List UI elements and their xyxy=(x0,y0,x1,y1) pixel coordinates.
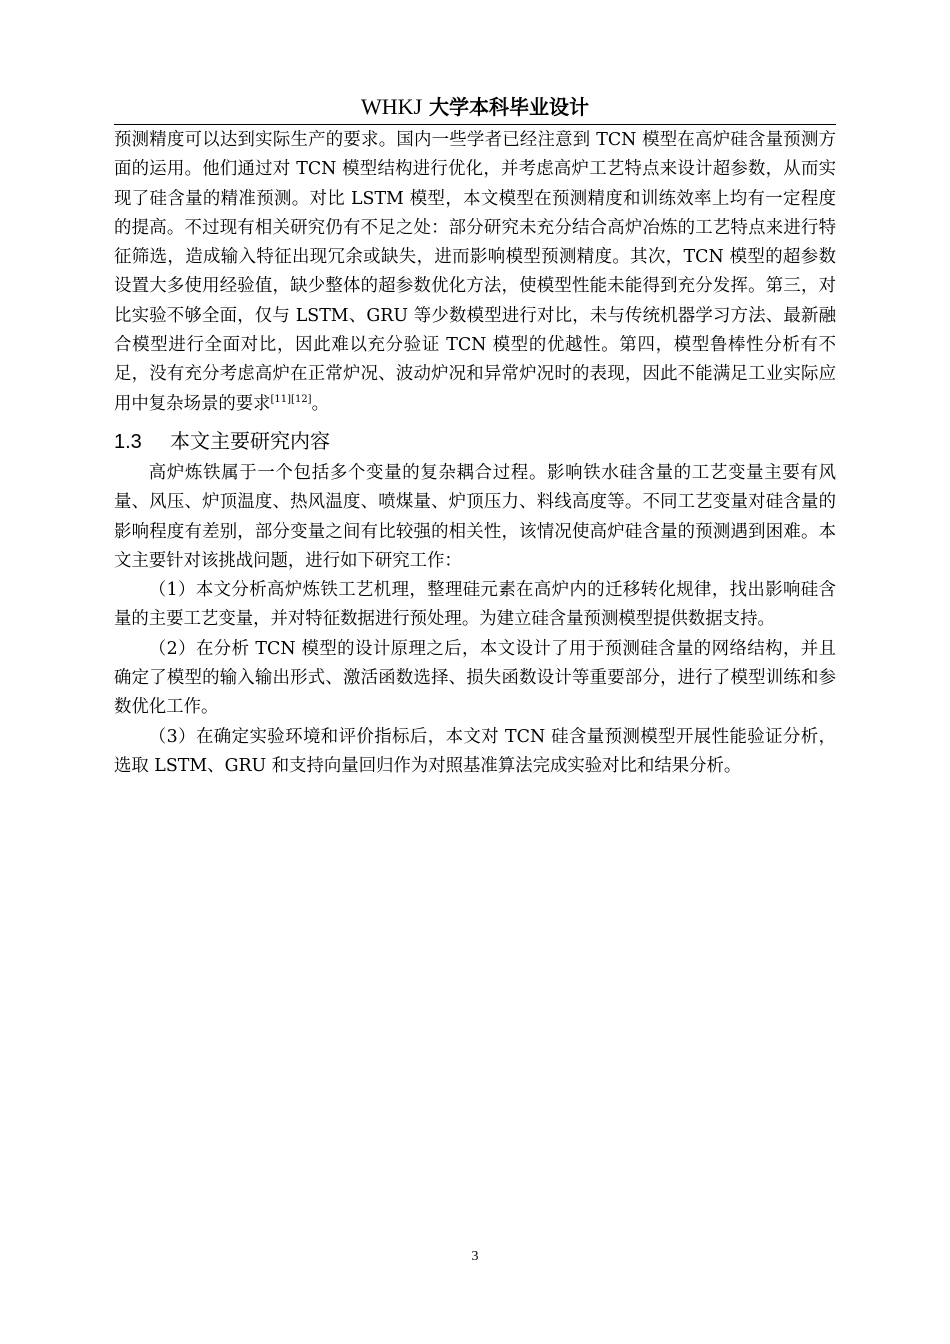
header-school-code: WHKJ xyxy=(360,94,423,119)
paragraph-intro: 高炉炼铁属于一个包括多个变量的复杂耦合过程。影响铁水硅含量的工艺变量主要有风量、风压、炉顶温度、热风温度、喷煤量、炉顶压力、料线高度等。不同工艺变量对硅含量的影响程度有差别，部分变量之间有比较强的相关性，该情况使高炉硅含量的预测遇到困难。本文主要针对该挑战问题，进行如下研究工作： xyxy=(114,462,836,571)
paragraph-item-2: （2）在分析 TCN 模型的设计原理之后，本文设计了用于预测硅含量的网络结构，并且确定了模型的输入输出形式、激活函数选择、损失函数设计等重要部分，进行了模型训练和参数优化工作。 xyxy=(114,638,836,718)
page-body xyxy=(114,126,836,781)
section-heading xyxy=(114,426,836,457)
paragraph-continued xyxy=(114,126,836,419)
paragraph-item-1: （1）本文分析高炉炼铁工艺机理，整理硅元素在高炉内的迁移转化规律，找出影响硅含量的主要工艺变量，并对特征数据进行预处理。为建立硅含量预测模型提供数据支持。 xyxy=(114,580,836,630)
citation-reference: [11][12] xyxy=(270,393,312,405)
page-header xyxy=(114,92,836,122)
section-number: 1.3 xyxy=(114,430,142,453)
section-title: 本文主要研究内容 xyxy=(170,428,330,453)
page-number: 3 xyxy=(471,1249,479,1264)
header-title: 大学本科毕业设计 xyxy=(429,95,590,119)
paragraph-text: 预测精度可以达到实际生产的要求。国内一些学者已经注意到 TCN 模型在高炉硅含量预测方面的运用。他们通过对 TCN 模型结构进行优化，并考虑高炉工艺特点来设计超参数，从而实现了硅含量的精准预测。对比 LSTM 模型，本文模型在预测精度和训练效率上均有一定程度的提高。不过现有相关研究仍有不足之处：部分研究未充分结合高炉冶炼的工艺特点来进行特征筛选，造成输入特征出现冗余或缺失，进而影响模型预测精度。其次，TCN 模型的超参数设置大多使用经验值，缺少整体的超参数优化方法，使模型性能未能得到充分发挥。第三，对比实验不够全面，仅与 LSTM、GRU 等少数模型进行对比，未与传统机器学习方法、最新融合模型进行全面对比，因此难以充分验证 TCN 模型的优越性。第四，模型鲁棒性分析有不足，没有充分考虑高炉在正常炉况、波动炉况和异常炉况时的表现，因此不能满足工业实际应用中复杂场景的要求 xyxy=(114,130,836,414)
paragraph-end-punctuation: 。 xyxy=(311,393,329,414)
header-divider xyxy=(114,124,836,125)
paragraph-item-3: （3）在确定实验环境和评价指标后，本文对 TCN 硅含量预测模型开展性能验证分析，选取 LSTM、GRU 和支持向量回归作为对照基准算法完成实验对比和结果分析。 xyxy=(114,726,836,776)
